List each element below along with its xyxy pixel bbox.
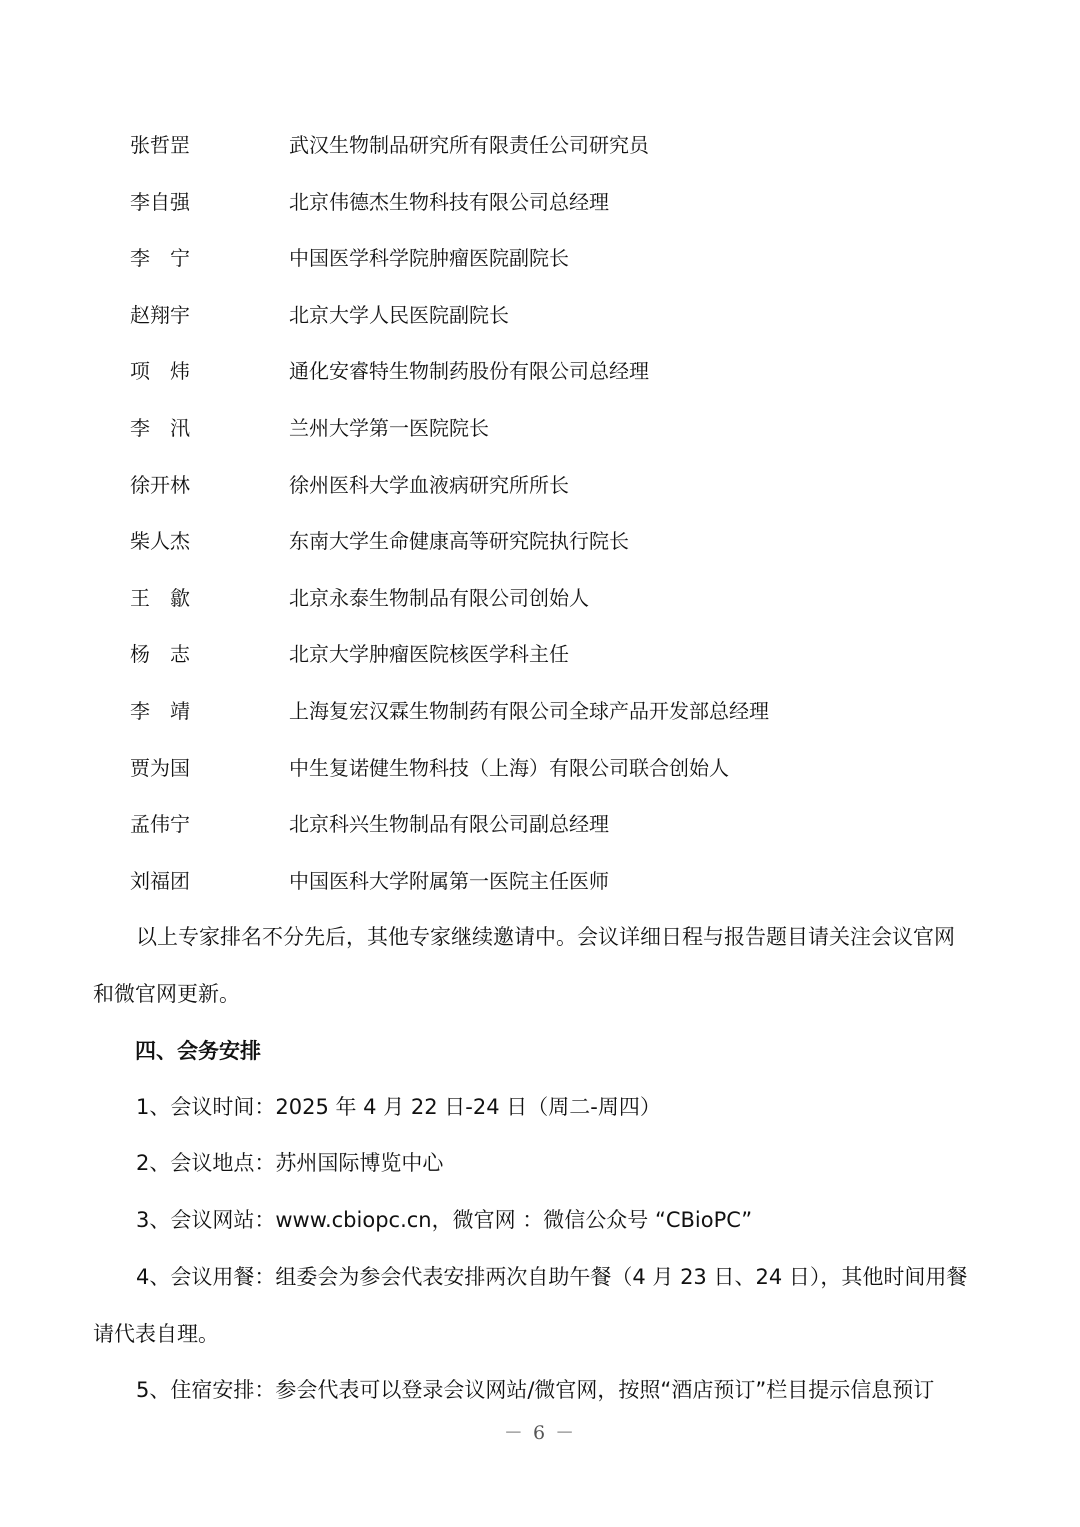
- expert-org: 北京大学人民医院副院长: [289, 303, 509, 327]
- expert-org: 北京永泰生物制品有限公司创始人: [289, 586, 589, 610]
- expert-name: 李 靖: [130, 699, 190, 723]
- expert-row: [0, 182, 1080, 222]
- expert-row: [0, 748, 1080, 788]
- expert-name: 柴人杰: [130, 529, 190, 553]
- note-line-1: 以上专家排名不分先后，其他专家继续邀请中。会议详细日程与报告题目请关注会议官网: [136, 925, 955, 949]
- expert-row: [0, 521, 1080, 561]
- expert-name: 张哲罡: [130, 133, 190, 157]
- expert-org: 中生复诺健生物科技（上海）有限公司联合创始人: [289, 756, 729, 780]
- expert-org: 东南大学生命健康高等研究院执行院长: [289, 529, 629, 553]
- expert-row: [0, 408, 1080, 448]
- meeting-meals-line-2: 请代表自理。: [93, 1322, 219, 1346]
- meeting-lodging: 5、住宿安排：参会代表可以登录会议网站/微官网，按照“酒店预订”栏目提示信息预订: [136, 1378, 935, 1402]
- expert-org: 北京伟德杰生物科技有限公司总经理: [289, 190, 609, 214]
- expert-row: [0, 691, 1080, 731]
- expert-org: 兰州大学第一医院院长: [289, 416, 489, 440]
- section-heading: 四、会务安排: [135, 1039, 261, 1063]
- expert-name: 贾为国: [130, 756, 190, 780]
- expert-name: 项 炜: [130, 359, 190, 383]
- meeting-time: 1、会议时间：2025 年 4 月 22 日-24 日（周二-周四）: [136, 1095, 661, 1119]
- meeting-venue: 2、会议地点：苏州国际博览中心: [136, 1151, 444, 1175]
- expert-row: [0, 125, 1080, 165]
- page-number: － 6 －: [503, 1422, 577, 1444]
- expert-row: [0, 238, 1080, 278]
- expert-org: 北京科兴生物制品有限公司副总经理: [289, 812, 609, 836]
- expert-row: [0, 578, 1080, 618]
- expert-org: 上海复宏汉霖生物制药有限公司全球产品开发部总经理: [289, 699, 769, 723]
- expert-org: 中国医学科学院肿瘤医院副院长: [289, 246, 569, 270]
- expert-name: 刘福团: [130, 869, 190, 893]
- expert-name: 徐开林: [130, 473, 190, 497]
- expert-name: 王 歙: [130, 586, 190, 610]
- expert-row: [0, 351, 1080, 391]
- expert-name: 杨 志: [130, 642, 190, 666]
- expert-row: [0, 861, 1080, 901]
- note-line-2: 和微官网更新。: [93, 982, 240, 1006]
- expert-org: 通化安睿特生物制药股份有限公司总经理: [289, 359, 649, 383]
- expert-row: [0, 634, 1080, 674]
- expert-name: 孟伟宁: [130, 812, 190, 836]
- expert-org: 武汉生物制品研究所有限责任公司研究员: [289, 133, 649, 157]
- expert-name: 赵翔宇: [130, 303, 190, 327]
- expert-name: 李 汛: [130, 416, 190, 440]
- expert-org: 中国医科大学附属第一医院主任医师: [289, 869, 609, 893]
- expert-org: 徐州医科大学血液病研究所所长: [289, 473, 569, 497]
- expert-row: [0, 465, 1080, 505]
- expert-org: 北京大学肿瘤医院核医学科主任: [289, 642, 569, 666]
- meeting-website: 3、会议网站：www.cbiopc.cn，微官网 ：微信公众号 “CBioPC”: [136, 1208, 753, 1232]
- expert-row: [0, 295, 1080, 335]
- expert-row: [0, 804, 1080, 844]
- expert-name: 李自强: [130, 190, 190, 214]
- expert-name: 李 宁: [130, 246, 190, 270]
- meeting-meals-line-1: 4、会议用餐：组委会为参会代表安排两次自助午餐（4 月 23 日、24 日），其他时间用餐: [136, 1265, 968, 1289]
